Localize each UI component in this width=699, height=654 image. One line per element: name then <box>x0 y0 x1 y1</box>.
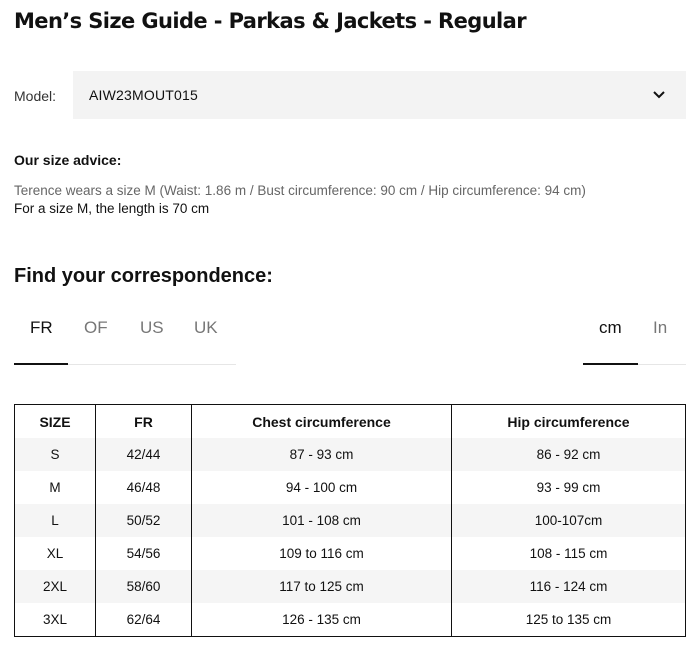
table-row <box>15 504 686 537</box>
header-hip: Hip circumference <box>452 405 686 439</box>
cell-fr: 50/52 <box>96 504 192 537</box>
size-advice-title: Our size advice: <box>14 152 122 168</box>
cell-hip: 93 - 99 cm <box>452 471 686 504</box>
table-row <box>15 471 686 504</box>
tab-cm[interactable]: cm <box>599 318 622 337</box>
tab-us[interactable]: US <box>140 318 164 337</box>
cell-size: 2XL <box>15 570 96 603</box>
cell-chest: 94 - 100 cm <box>192 471 452 504</box>
size-table <box>14 404 686 637</box>
cell-fr: 46/48 <box>96 471 192 504</box>
header-fr: FR <box>96 405 192 439</box>
size-advice-length: For a size M, the length is 70 cm <box>14 201 210 216</box>
cell-hip: 86 - 92 cm <box>452 438 686 471</box>
cell-fr: 58/60 <box>96 570 192 603</box>
cell-chest: 101 - 108 cm <box>192 504 452 537</box>
cell-hip: 125 to 135 cm <box>452 603 686 637</box>
cell-size: S <box>15 438 96 471</box>
cell-hip: 108 - 115 cm <box>452 537 686 570</box>
tab-in[interactable]: In <box>653 318 668 337</box>
unit-tabs <box>583 312 686 365</box>
model-select[interactable] <box>73 71 686 119</box>
table-row <box>15 537 686 570</box>
table-header-row <box>15 405 686 439</box>
table-row <box>15 570 686 603</box>
page-title: Men’s Size Guide - Parkas & Jackets - Regular <box>14 9 526 33</box>
model-label: Model: <box>14 88 57 104</box>
active-unit-indicator <box>583 363 638 365</box>
cell-chest: 87 - 93 cm <box>192 438 452 471</box>
size-advice-text: Terence wears a size M (Waist: 1.86 m / Bust circumference: 90 cm / Hip circumference: 94 cm) <box>14 183 586 198</box>
header-chest: Chest circumference <box>192 405 452 439</box>
cell-chest: 126 - 135 cm <box>192 603 452 637</box>
chevron-down-icon <box>652 88 666 102</box>
cell-size: M <box>15 471 96 504</box>
tab-fr[interactable]: FR <box>30 318 53 337</box>
correspondence-title: Find your correspondence: <box>14 265 273 287</box>
cell-fr: 62/64 <box>96 603 192 637</box>
region-tabs <box>14 312 236 365</box>
cell-size: L <box>15 504 96 537</box>
model-value: AIW23MOUT015 <box>89 87 198 103</box>
cell-fr: 54/56 <box>96 537 192 570</box>
cell-hip: 116 - 124 cm <box>452 570 686 603</box>
table-row <box>15 603 686 637</box>
cell-fr: 42/44 <box>96 438 192 471</box>
tab-uk[interactable]: UK <box>194 318 218 337</box>
cell-hip: 100-107cm <box>452 504 686 537</box>
cell-size: XL <box>15 537 96 570</box>
header-size: SIZE <box>15 405 96 439</box>
cell-chest: 109 to 116 cm <box>192 537 452 570</box>
active-tab-indicator <box>14 363 68 365</box>
cell-chest: 117 to 125 cm <box>192 570 452 603</box>
table-row <box>15 438 686 471</box>
cell-size: 3XL <box>15 603 96 637</box>
tab-of[interactable]: OF <box>84 318 108 337</box>
